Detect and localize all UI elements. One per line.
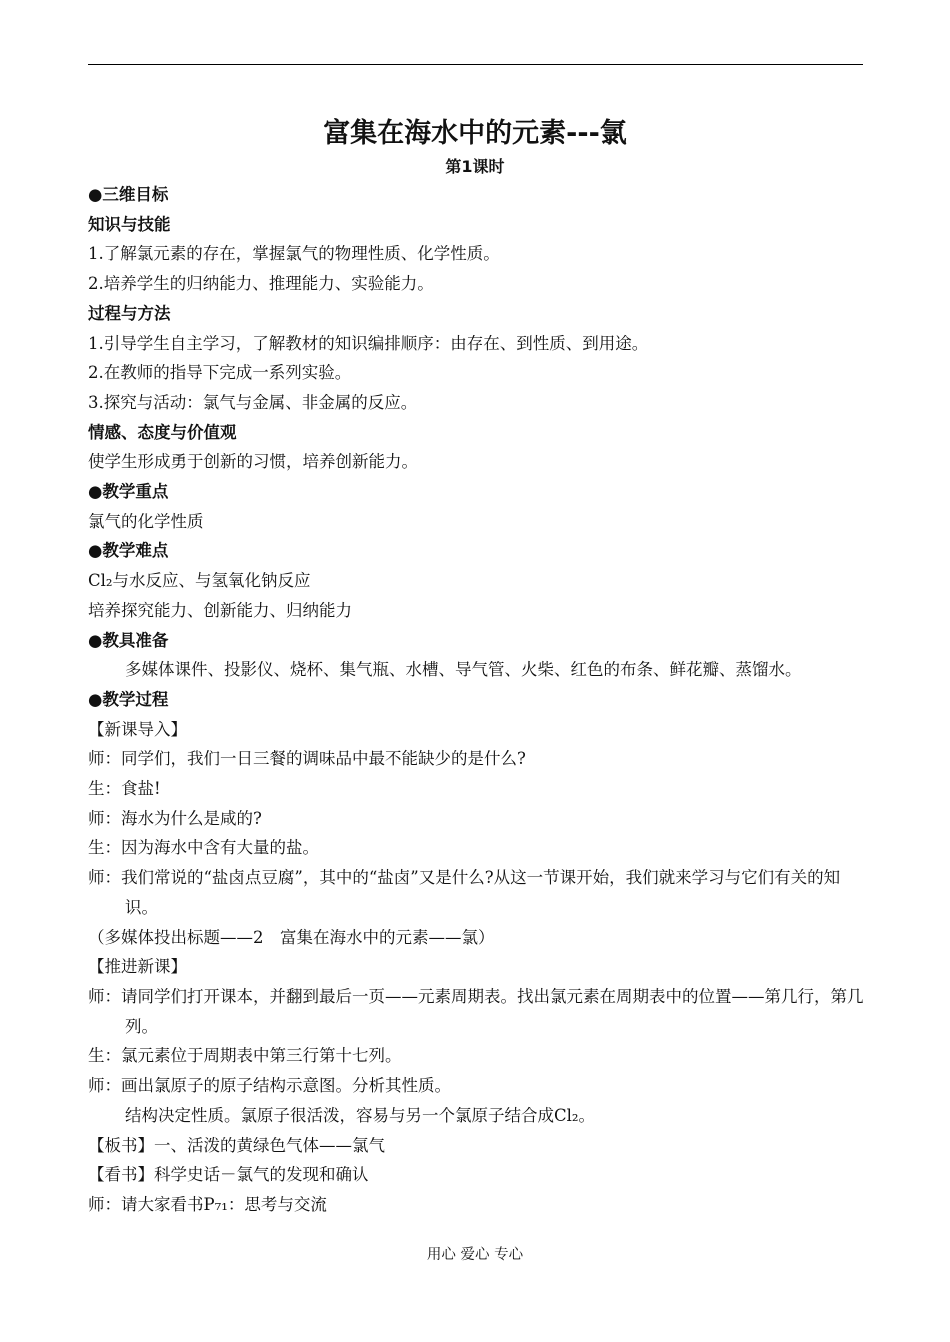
- section-heading-procedure: ●教学过程: [88, 689, 169, 709]
- subheading-attitude: 情感、态度与价值观: [88, 422, 237, 442]
- section-heading-materials: ●教具准备: [88, 630, 169, 650]
- paragraph: 【看书】科学史话－氯气的发现和确认: [88, 1165, 369, 1185]
- paragraph: 3.探究与活动：氯气与金属、非金属的反应。: [88, 392, 418, 412]
- paragraph: 师：画出氯原子的原子结构示意图。分析其性质。: [88, 1076, 451, 1096]
- paragraph: 师：请大家看书P₇₁：思考与交流: [88, 1194, 327, 1214]
- paragraph: 结构决定性质。氯原子很活泼，容易与另一个氯原子结合成Cl₂。: [125, 1105, 596, 1125]
- paragraph: 【新课导入】: [88, 719, 187, 739]
- paragraph: 师：请同学们打开课本，并翻到最后一页——元素周期表。找出氯元素在周期表中的位置——第几行，第几列。: [88, 986, 864, 1036]
- paragraph: 师：我们常说的“盐卤点豆腐”，其中的“盐卤”又是什么?从这一节课开始，我们就来学习与它们有关的知识。: [88, 868, 841, 917]
- paragraph: 生：食盐!: [88, 779, 161, 799]
- document-subtitle: 第1课时: [445, 157, 505, 176]
- subheading-process: 过程与方法: [88, 303, 171, 323]
- document-body: [88, 180, 866, 1220]
- document-title: 富集在海水中的元素---氯: [323, 118, 627, 149]
- paragraph: 【推进新课】: [88, 957, 187, 977]
- section-heading-key-points: ●教学重点: [88, 482, 169, 502]
- paragraph: 生：因为海水中含有大量的盐。: [88, 838, 319, 858]
- paragraph: 师：海水为什么是咸的?: [88, 808, 262, 828]
- paragraph: 培养探究能力、创新能力、归纳能力: [88, 600, 352, 620]
- paragraph: 使学生形成勇于创新的习惯，培养创新能力。: [88, 452, 418, 472]
- paragraph: 【板书】一、活泼的黄绿色气体——氯气: [88, 1135, 385, 1155]
- paragraph: 师：同学们，我们一日三餐的调味品中最不能缺少的是什么?: [88, 749, 526, 769]
- section-heading-goals: ●三维目标: [88, 185, 169, 204]
- page-footer: 用心 爱心 专心: [426, 1247, 524, 1263]
- paragraph: Cl₂与水反应、与氢氧化钠反应: [88, 571, 311, 591]
- paragraph: 2.培养学生的归纳能力、推理能力、实验能力。: [88, 274, 434, 294]
- paragraph: 多媒体课件、投影仪、烧杯、集气瓶、水槽、导气管、火柴、红色的布条、鲜花瓣、蒸馏水。: [125, 660, 802, 680]
- paragraph: （多媒体投出标题——2 富集在海水中的元素——氯）: [88, 927, 495, 947]
- paragraph: 2.在教师的指导下完成一系列实验。: [88, 363, 352, 383]
- subheading-knowledge: 知识与技能: [88, 214, 171, 234]
- paragraph: 1.引导学生自主学习，了解教材的知识编排顺序：由存在、到性质、到用途。: [88, 333, 649, 353]
- paragraph: 1.了解氯元素的存在，掌握氯气的物理性质、化学性质。: [88, 244, 500, 264]
- section-heading-difficulties: ●教学难点: [88, 541, 169, 561]
- paragraph: 氯气的化学性质: [88, 511, 204, 531]
- header-rule: [88, 64, 863, 65]
- paragraph: 生：氯元素位于周期表中第三行第十七列。: [88, 1046, 402, 1066]
